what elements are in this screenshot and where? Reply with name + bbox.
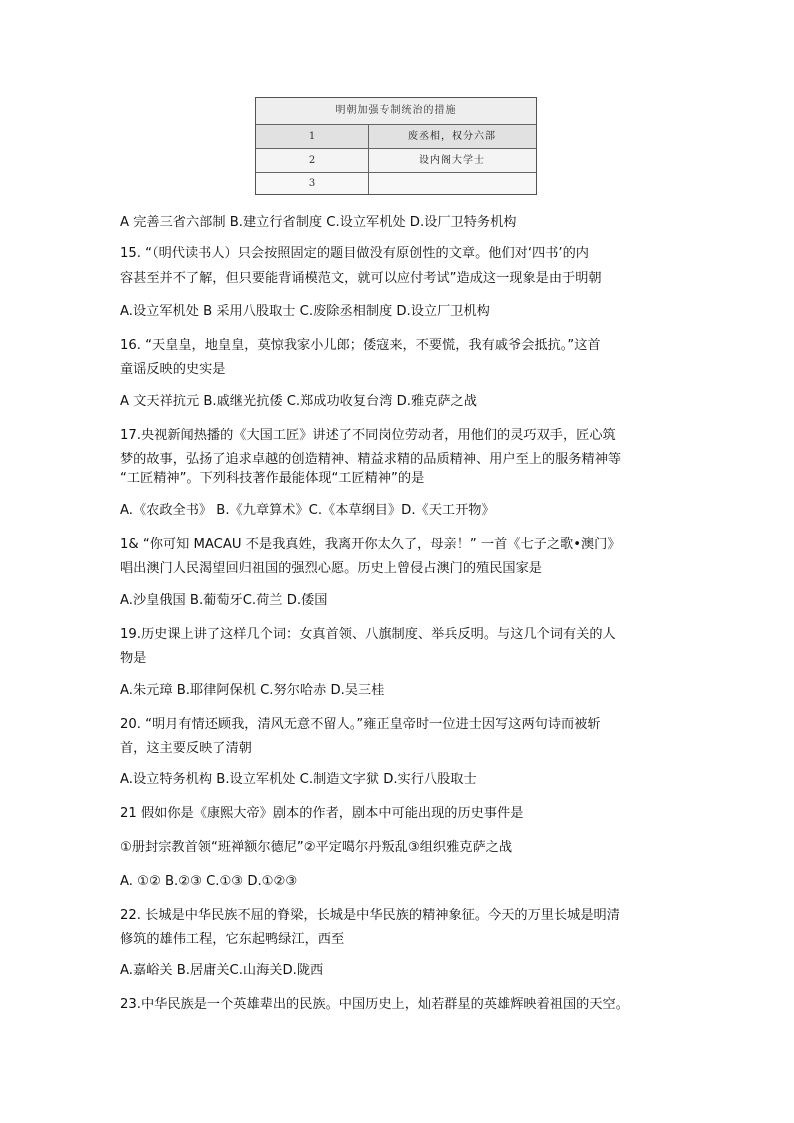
q16-stem-line2: 童谣反映的史实是 [120, 362, 226, 377]
q21-items: ①册封宗教首领“班禅额尔德尼”②平定噶尔丹叛乱③组织雅克萨之战 [120, 840, 513, 855]
q19-stem-line2: 物是 [120, 651, 147, 666]
table-title: 明朝加强专制统治的措施 [335, 105, 457, 116]
table-row [256, 172, 536, 194]
q22-stem-line2: 修筑的雄伟工程，它东起鸭绿江，西至 [120, 932, 345, 947]
q18-options: A.沙皇俄国 B.葡萄牙C.荷兰 D.倭国 [120, 593, 328, 608]
q17-options: A.《农政全书》 B.《九章算术》C.《本草纲目》D.《天工开物》 [120, 503, 495, 518]
q17-stem-line1: 17.央视新闻热播的《大国工匠》讲述了不同岗位劳动者，用他们的灵巧双手，匠心筑 [120, 428, 616, 443]
q16-options: A 文天祥抗元 B.戚继光抗倭 C.郑成功收复台湾 D.雅克萨之战 [120, 394, 477, 409]
q17-stem-line2: 梦的故事，弘扬了追求卓越的创造精神、精益求精的品质精神、用户至上的服务精神等 [120, 452, 622, 467]
q21-stem: 21 假如你是《康熙大帝》剧本的作者，剧本中可能出现的历史事件是 [120, 806, 524, 821]
row-number: 3 [256, 173, 369, 194]
q22-stem-line1: 22. 长城是中华民族不屈的脊梁，长城是中华民族的精神象征。今天的万里长城是明清 [120, 908, 620, 923]
q15-stem-line1: 15. “（明代读书人）只会按照固定的题目做没有原创性的文章。他们对‘四书’的内 [120, 246, 589, 261]
measures-table [255, 97, 537, 195]
q21-options: A. ①② B.②③ C.①③ D.①②③ [120, 874, 298, 889]
q22-options: A.嘉峪关 B.居庸关C.山海关D.陇西 [120, 963, 324, 978]
row-number: 1 [256, 125, 369, 148]
q18-stem-line2: 唱出澳门人民渴望回归祖国的强烈心愿。历史上曾侵占澳门的殖民国家是 [120, 561, 542, 576]
q16-stem-line1: 16. “天皇皇，地皇皇，莫惊我家小儿郎；倭寇来，不要慌，我有戚爷会抵抗。”这首 [120, 338, 601, 353]
q20-stem-line1: 20. “明月有情还顾我，清风无意不留人。”雍正皇帝时一位进士因写这两句诗而被斩 [120, 717, 601, 732]
q17-stem-line3: “工匠精神”。下列科技著作最能体现“工匠精神”的是 [120, 471, 425, 486]
q23-stem-line1: 23.中华民族是一个英雄辈出的民族。中国历史上，灿若群星的英雄辉映着祖国的天空。 [120, 997, 629, 1012]
row-measure: 废丞相，权分六部 [408, 131, 496, 142]
row-measure [368, 173, 536, 194]
q15-stem-line2: 容甚至并不了解，但只要能背诵模范文，就可以应付考试”造成这一现象是由于明朝 [120, 271, 602, 286]
q15-options: A.设立军机处 B 采用八股取士 C.废除丞相制度 D.设立厂卫机构 [120, 304, 490, 319]
q18-stem-line1: 1& “你可知 MACAU 不是我真姓，我离开你太久了，母亲！” 一首《七子之歌•澳门》 [120, 537, 621, 552]
q19-stem-line1: 19.历史课上讲了这样几个词：女真首领、八旗制度、举兵反明。与这几个词有关的人 [120, 627, 616, 642]
q20-stem-line2: 首，这主要反映了清朝 [120, 741, 252, 756]
row-number: 2 [256, 149, 369, 172]
row-measure: 设内阁大学士 [419, 155, 485, 166]
table-row [256, 148, 536, 172]
q14-options: A 完善三省六部制 B.建立行省制度 C.设立军机处 D.设厂卫特务机构 [120, 215, 517, 230]
q20-options: A.设立特务机构 B.设立军机处 C.制造文字狱 D.实行八股取士 [120, 772, 477, 787]
table-row [256, 124, 536, 148]
q19-options: A.朱元璋 B.耶律阿保机 C.努尔哈赤 D.吴三桂 [120, 683, 385, 698]
